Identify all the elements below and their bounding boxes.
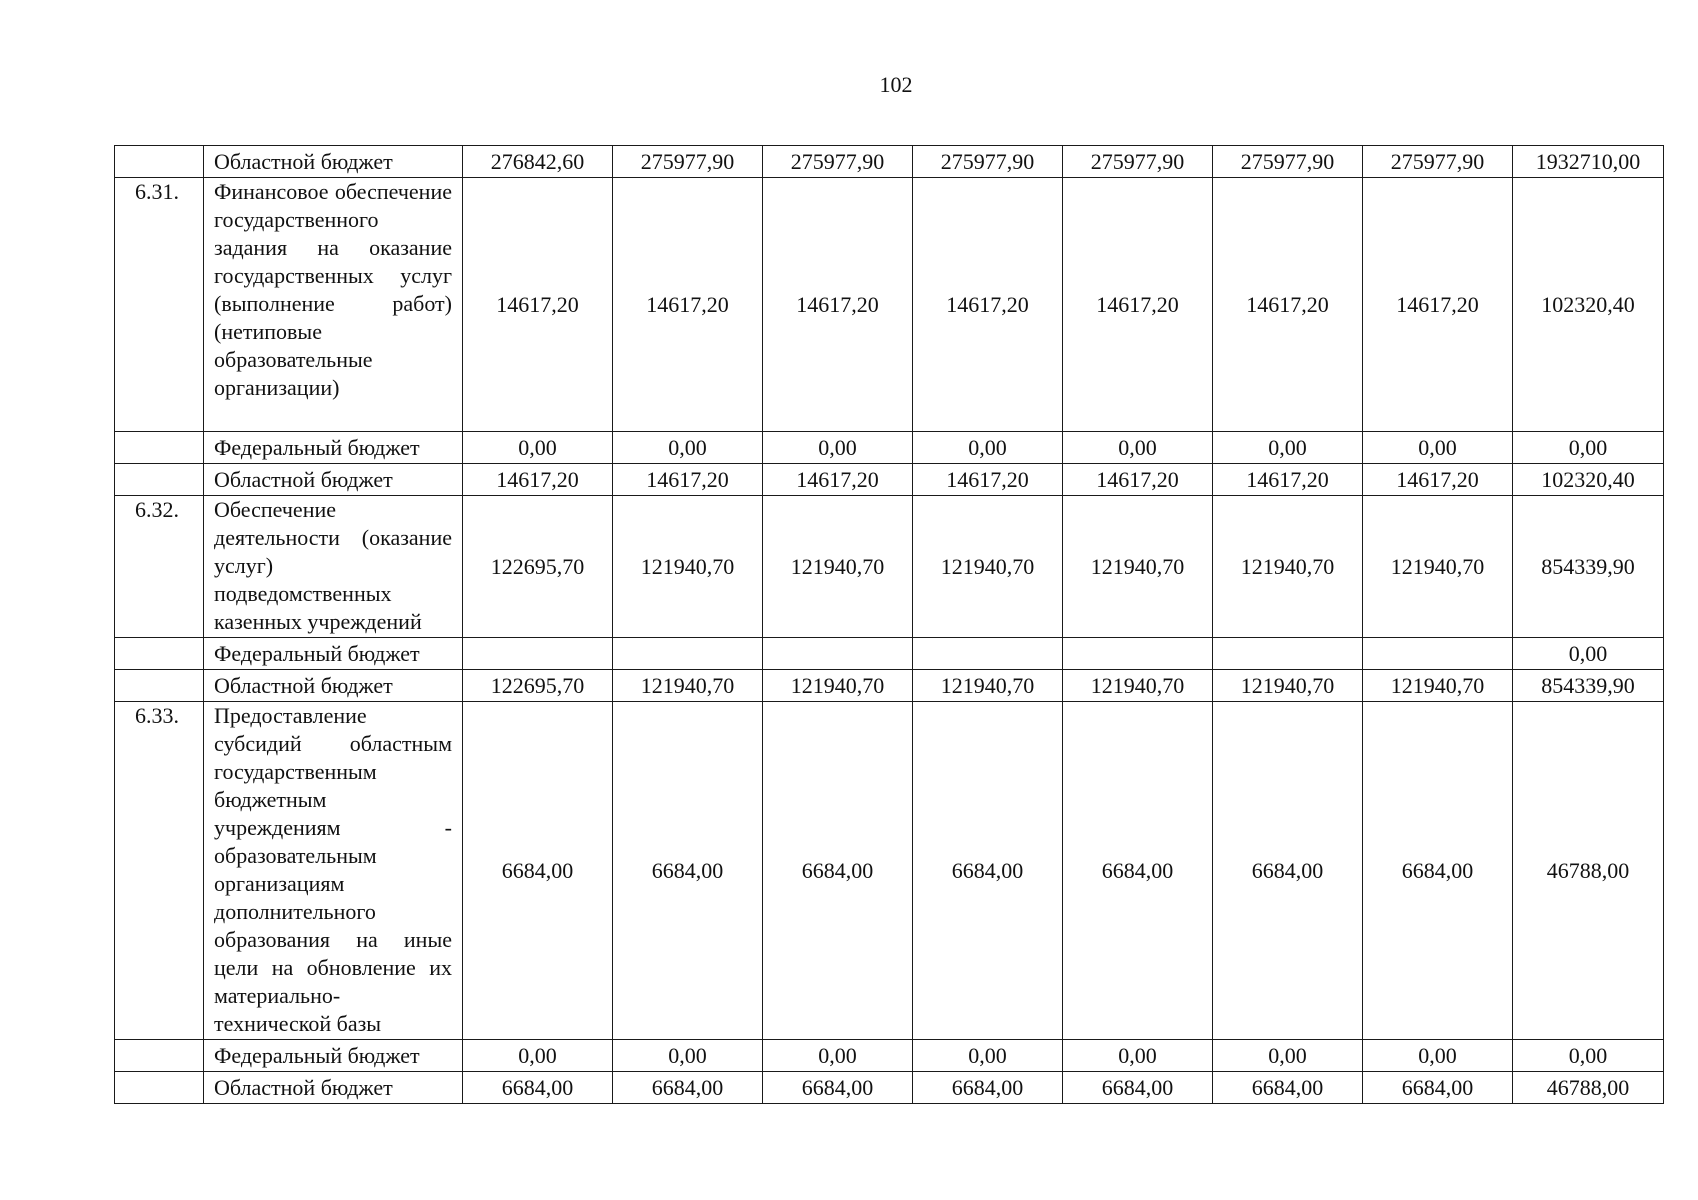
value-cell: 275977,90 <box>913 146 1063 178</box>
value-cell: 6684,00 <box>913 702 1063 1040</box>
value-cell: 6684,00 <box>1063 702 1213 1040</box>
value-cell: 275977,90 <box>763 146 913 178</box>
item-number: 6.32. <box>115 496 204 638</box>
value-cell: 276842,60 <box>463 146 613 178</box>
value-cell: 0,00 <box>1063 1040 1213 1072</box>
value-cell: 6684,00 <box>613 1072 763 1104</box>
value-cell: 121940,70 <box>1363 496 1513 638</box>
item-name: Финансовое обеспечение государственного задания на оказание государственных услуг (выполнение работ) (нетиповые образовательные организации) <box>204 178 463 432</box>
value-cell: 121940,70 <box>913 496 1063 638</box>
value-cell: 121940,70 <box>913 670 1063 702</box>
row-number-cell <box>115 464 204 496</box>
value-cell: 0,00 <box>613 432 763 464</box>
total-cell: 46788,00 <box>1513 702 1664 1040</box>
table-row <box>115 464 1664 496</box>
value-cell: 14617,20 <box>763 464 913 496</box>
value-cell: 14617,20 <box>613 178 763 432</box>
value-cell <box>1213 638 1363 670</box>
value-cell: 6684,00 <box>1363 702 1513 1040</box>
value-cell: 14617,20 <box>913 464 1063 496</box>
funding-source-label: Областной бюджет <box>204 146 463 178</box>
row-number-cell <box>115 432 204 464</box>
value-cell: 0,00 <box>1363 432 1513 464</box>
value-cell: 121940,70 <box>613 670 763 702</box>
value-cell: 14617,20 <box>763 178 913 432</box>
table-row <box>115 496 1664 638</box>
value-cell: 121940,70 <box>1063 496 1213 638</box>
value-cell: 121940,70 <box>613 496 763 638</box>
funding-source-label: Областной бюджет <box>204 464 463 496</box>
value-cell: 14617,20 <box>913 178 1063 432</box>
value-cell: 0,00 <box>913 432 1063 464</box>
value-cell: 0,00 <box>463 1040 613 1072</box>
value-cell: 14617,20 <box>1063 464 1213 496</box>
table-row <box>115 178 1664 432</box>
total-cell: 0,00 <box>1513 432 1664 464</box>
value-cell <box>1063 638 1213 670</box>
page-number: 102 <box>879 72 913 97</box>
value-cell: 275977,90 <box>1213 146 1363 178</box>
funding-source-label: Федеральный бюджет <box>204 1040 463 1072</box>
value-cell: 0,00 <box>613 1040 763 1072</box>
value-cell: 14617,20 <box>613 464 763 496</box>
total-cell: 1932710,00 <box>1513 146 1664 178</box>
value-cell: 6684,00 <box>1063 1072 1213 1104</box>
table-row <box>115 146 1664 178</box>
value-cell <box>1363 638 1513 670</box>
value-cell: 14617,20 <box>1213 178 1363 432</box>
value-cell: 122695,70 <box>463 670 613 702</box>
value-cell: 6684,00 <box>1213 702 1363 1040</box>
value-cell: 14617,20 <box>1063 178 1213 432</box>
value-cell: 0,00 <box>1213 1040 1363 1072</box>
row-number-cell <box>115 638 204 670</box>
value-cell: 0,00 <box>1363 1040 1513 1072</box>
value-cell: 121940,70 <box>1213 670 1363 702</box>
value-cell: 122695,70 <box>463 496 613 638</box>
value-cell: 14617,20 <box>463 178 613 432</box>
value-cell: 275977,90 <box>613 146 763 178</box>
total-cell: 102320,40 <box>1513 178 1664 432</box>
value-cell: 14617,20 <box>1363 178 1513 432</box>
value-cell: 6684,00 <box>1363 1072 1513 1104</box>
table-row <box>115 638 1664 670</box>
value-cell: 6684,00 <box>1213 1072 1363 1104</box>
value-cell: 14617,20 <box>1213 464 1363 496</box>
funding-source-label: Федеральный бюджет <box>204 432 463 464</box>
value-cell: 121940,70 <box>1063 670 1213 702</box>
value-cell: 6684,00 <box>763 1072 913 1104</box>
row-number-cell <box>115 146 204 178</box>
value-cell: 0,00 <box>763 1040 913 1072</box>
value-cell: 14617,20 <box>463 464 613 496</box>
total-cell: 854339,90 <box>1513 496 1664 638</box>
row-number-cell <box>115 670 204 702</box>
item-number: 6.31. <box>115 178 204 432</box>
total-cell: 0,00 <box>1513 638 1664 670</box>
value-cell: 275977,90 <box>1363 146 1513 178</box>
value-cell: 0,00 <box>1063 432 1213 464</box>
table-row <box>115 702 1664 1040</box>
table-row <box>115 670 1664 702</box>
value-cell <box>913 638 1063 670</box>
table-row <box>115 1072 1664 1104</box>
item-name: Предоставление субсидий областным государственным бюджетным учреждениям - образовательным организациям дополнительного образования на иные цели на обновление их материально-технической базы <box>204 702 463 1040</box>
value-cell: 121940,70 <box>1213 496 1363 638</box>
value-cell <box>463 638 613 670</box>
value-cell <box>613 638 763 670</box>
total-cell: 46788,00 <box>1513 1072 1664 1104</box>
value-cell: 6684,00 <box>463 1072 613 1104</box>
item-number: 6.33. <box>115 702 204 1040</box>
value-cell: 6684,00 <box>463 702 613 1040</box>
table-row <box>115 1040 1664 1072</box>
value-cell: 0,00 <box>1213 432 1363 464</box>
item-name: Обеспечение деятельности (оказание услуг) подведомственных казенных учреждений <box>204 496 463 638</box>
value-cell: 0,00 <box>763 432 913 464</box>
value-cell: 121940,70 <box>763 496 913 638</box>
total-cell: 0,00 <box>1513 1040 1664 1072</box>
value-cell: 6684,00 <box>913 1072 1063 1104</box>
value-cell: 14617,20 <box>1363 464 1513 496</box>
value-cell: 0,00 <box>913 1040 1063 1072</box>
value-cell: 6684,00 <box>763 702 913 1040</box>
value-cell: 121940,70 <box>1363 670 1513 702</box>
value-cell: 275977,90 <box>1063 146 1213 178</box>
funding-source-label: Федеральный бюджет <box>204 638 463 670</box>
total-cell: 854339,90 <box>1513 670 1664 702</box>
total-cell: 102320,40 <box>1513 464 1664 496</box>
value-cell: 121940,70 <box>763 670 913 702</box>
value-cell: 0,00 <box>463 432 613 464</box>
funding-source-label: Областной бюджет <box>204 670 463 702</box>
value-cell: 6684,00 <box>613 702 763 1040</box>
table-row <box>115 432 1664 464</box>
funding-source-label: Областной бюджет <box>204 1072 463 1104</box>
row-number-cell <box>115 1040 204 1072</box>
value-cell <box>763 638 913 670</box>
budget-table <box>114 145 1664 1104</box>
row-number-cell <box>115 1072 204 1104</box>
